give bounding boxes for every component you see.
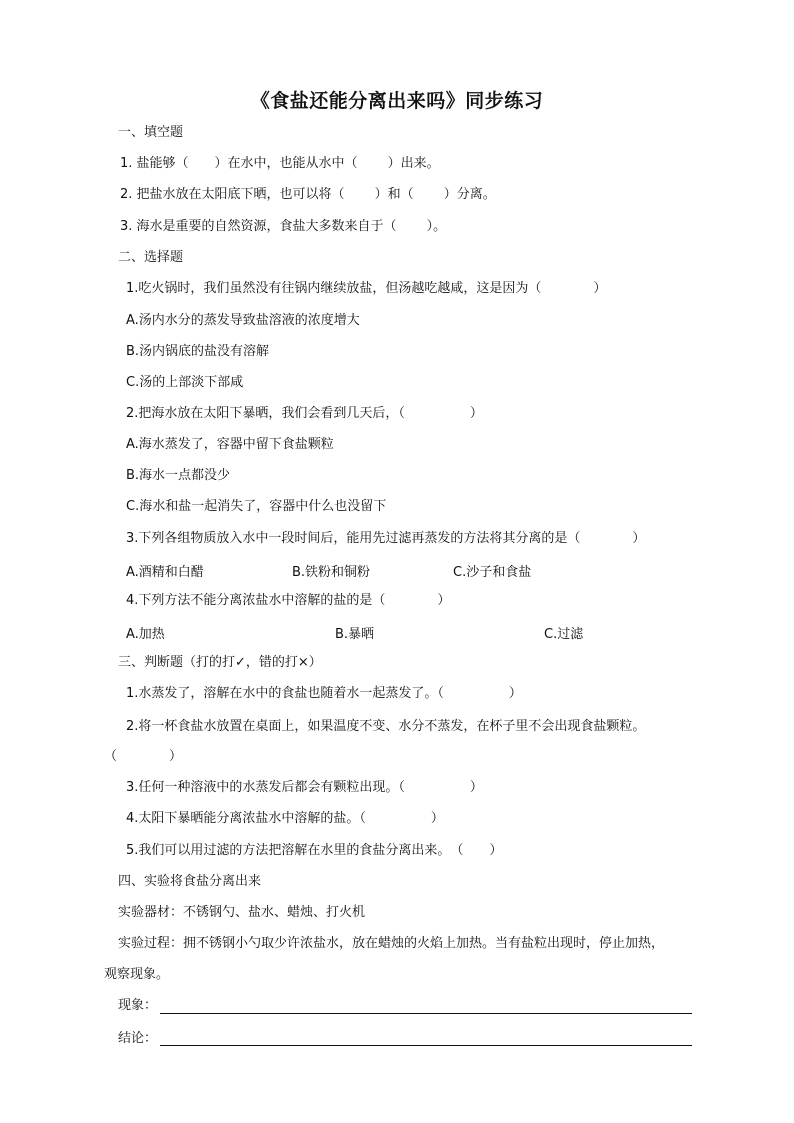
section-heading-true-false: 三、判断题（打的打✓，错的打×） xyxy=(118,655,322,670)
conclusion-label: 结论： xyxy=(118,1031,158,1046)
phenomenon-label: 现象： xyxy=(118,998,158,1013)
fill-blank-question-1: 1. 盐能够（ ）在水中，也能从水中（ ）出来。 xyxy=(120,156,440,171)
choice-question-2-option-b: B.海水一点都没少 xyxy=(126,468,231,483)
true-false-question-2-answer: （ ） xyxy=(104,749,183,764)
choice-question-1-option-b: B.汤内锅底的盐没有溶解 xyxy=(126,344,270,359)
true-false-question-3: 3.任何一种溶液中的水蒸发后都会有颗粒出现。（ ） xyxy=(126,780,483,795)
choice-question-4-stem: 4.下列方法不能分离浓盐水中溶解的盐的是（ ） xyxy=(126,593,451,608)
choice-question-2-option-a: A.海水蒸发了，容器中留下食盐颗粒 xyxy=(126,437,334,452)
choice-question-1-stem: 1.吃火锅时，我们虽然没有往锅内继续放盐，但汤越吃越咸，这是因为（ ） xyxy=(126,281,607,296)
choice-question-4-option-b: B.暴晒 xyxy=(335,627,375,642)
choice-question-3-option-b: B.铁粉和铜粉 xyxy=(292,565,371,580)
true-false-question-2: 2.将一杯食盐水放置在桌面上，如果温度不变、水分不蒸发，在杯子里不会出现食盐颗粒。 xyxy=(126,719,646,734)
experiment-materials: 实验器材：不锈钢勺、盐水、蜡烛、打火机 xyxy=(118,905,366,920)
choice-question-2-option-c: C.海水和盐一起消失了，容器中什么也没留下 xyxy=(126,499,387,514)
choice-question-3-option-a: A.酒精和白醋 xyxy=(126,565,204,580)
true-false-question-5: 5.我们可以用过滤的方法把溶解在水里的食盐分离出来。 （ ） xyxy=(126,843,503,858)
choice-question-1-option-c: C.汤的上部淡下部咸 xyxy=(126,375,244,390)
choice-question-3-stem: 3.下列各组物质放入水中一段时间后，能用先过滤再蒸发的方法将其分离的是（ ） xyxy=(126,531,646,546)
section-heading-experiment: 四、实验将食盐分离出来 xyxy=(118,874,262,889)
choice-question-3-option-c: C.沙子和食盐 xyxy=(453,565,532,580)
choice-question-1-option-a: A.汤内水分的蒸发导致盐溶液的浓度增大 xyxy=(126,313,360,328)
true-false-question-1: 1.水蒸发了，溶解在水中的食盐也随着水一起蒸发了。（ ） xyxy=(126,686,522,701)
true-false-question-4: 4.太阳下暴晒能分离浓盐水中溶解的盐。（ ） xyxy=(126,811,444,826)
experiment-process-continued: 观察现象。 xyxy=(104,967,170,982)
choice-question-4-option-c: C.过滤 xyxy=(544,627,584,642)
page-title: 《食盐还能分离出来吗》同步练习 xyxy=(250,90,544,112)
choice-question-2-stem: 2.把海水放在太阳下暴晒，我们会看到几天后，（ ） xyxy=(126,406,483,421)
choice-question-4-option-a: A.加热 xyxy=(126,627,165,642)
phenomenon-answer-line[interactable] xyxy=(160,1013,692,1014)
fill-blank-question-3: 3. 海水是重要的自然资源，食盐大多数来自于（ ）。 xyxy=(120,219,447,234)
experiment-process: 实验过程：拥不锈钢小勺取少许浓盐水，放在蜡烛的火焰上加热。当有盐粒出现时，停止加热， xyxy=(118,936,665,951)
conclusion-answer-line[interactable] xyxy=(160,1045,692,1046)
fill-blank-question-2: 2. 把盐水放在太阳底下晒，也可以将（ ）和（ ）分离。 xyxy=(120,187,496,202)
section-heading-fill-blank: 一、填空题 xyxy=(118,125,184,140)
section-heading-choice: 二、选择题 xyxy=(118,250,184,265)
